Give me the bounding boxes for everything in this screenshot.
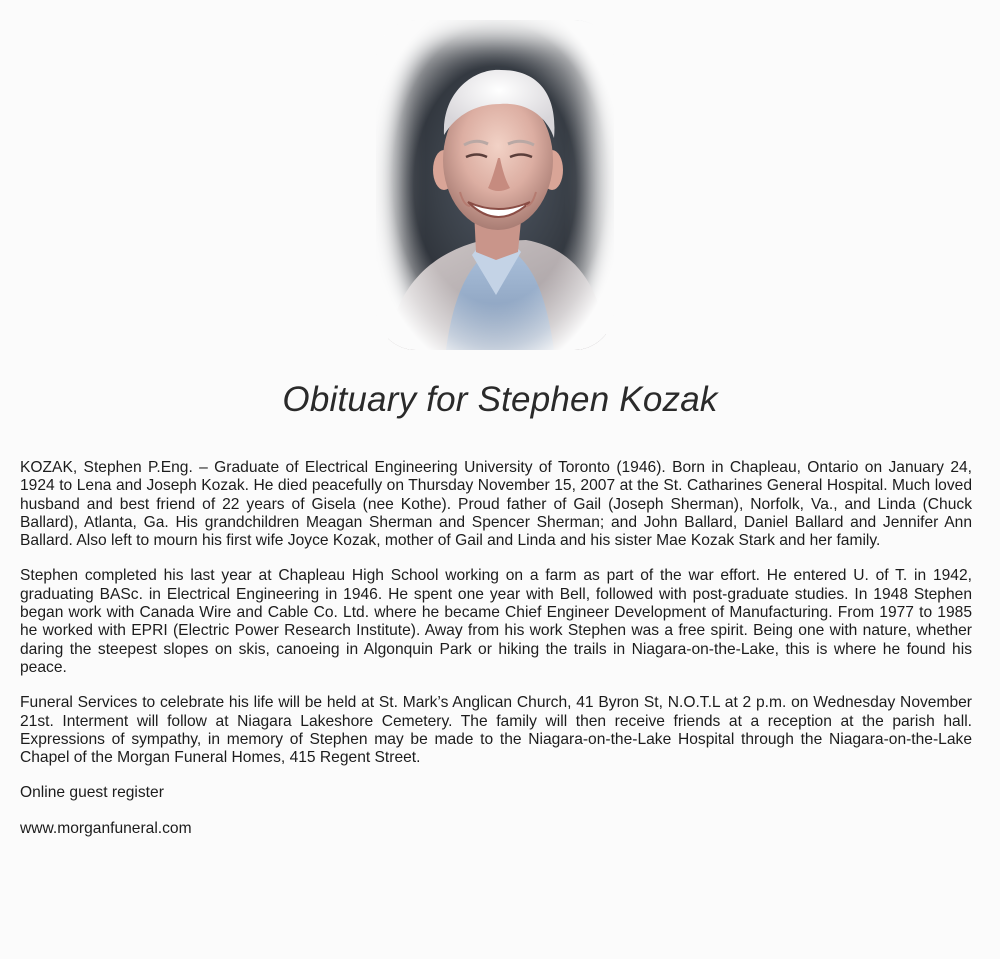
portrait-photo — [376, 20, 614, 350]
obituary-paragraph-1: KOZAK, Stephen P.Eng. – Graduate of Electrical Engineering University of Toronto (1946). Born in Chapleau, Ontario on January 24, 1924 to Lena and Joseph Kozak. He died peacefully on Thursday November 15, 2007 at the St. Catharines General Hospital. Much loved husband and best friend of 22 years of Gisela (nee Kothe). Proud father of Gail (Joseph Sherman), Norfolk, Va., and Linda (Chuck Ballard), Atlanta, Ga. His grandchildren Meagan Sherman and Spencer Sherman; and John Ballard, Daniel Ballard and Jennifer Ann Ballard. Also left to mourn his first wife Joyce Kozak, mother of Gail and Linda and his sister Mae Kozak Stark and her family. — [20, 459, 972, 550]
guest-register-label: Online guest register — [20, 784, 164, 802]
website-link[interactable]: www.morganfuneral.com — [20, 819, 192, 837]
page-title: Obituary for Stephen Kozak — [282, 380, 718, 419]
obituary-paragraph-2: Stephen completed his last year at Chapleau High School working on a farm as part of the war effort. He entered U. of T. in 1942, graduating BASc. in Electrical Engineering in 1946. He spent one year with Bell, followed with post-graduate studies. In 1948 Stephen began work with Canada Wire and Cable Co. Ltd. where he became Chief Engineer Development of Manufacturing. From 1977 to 1985 he worked with EPRI (Electric Power Research Institute). Away from his work Stephen was a free spirit. Being one with nature, whether daring the steepest slopes on skis, canoeing in Algonquin Park or hiking the trails in Niagara-on-the-Lake, this is where he found his peace. — [20, 567, 972, 676]
obituary-body — [20, 459, 972, 855]
obituary-paragraph-3: Funeral Services to celebrate his life will be held at St. Mark’s Anglican Church, 41 Byron St, N.O.T.L at 2 p.m. on Wednesday November 21st. Interment will follow at Niagara Lakeshore Cemetery. The family will then receive friends at a reception at the parish hall. Expressions of sympathy, in memory of Stephen may be made to the Niagara-on-the-Lake Hospital through the Niagara-on-the-Lake Chapel of the Morgan Funeral Homes, 415 Regent Street. — [20, 694, 972, 767]
